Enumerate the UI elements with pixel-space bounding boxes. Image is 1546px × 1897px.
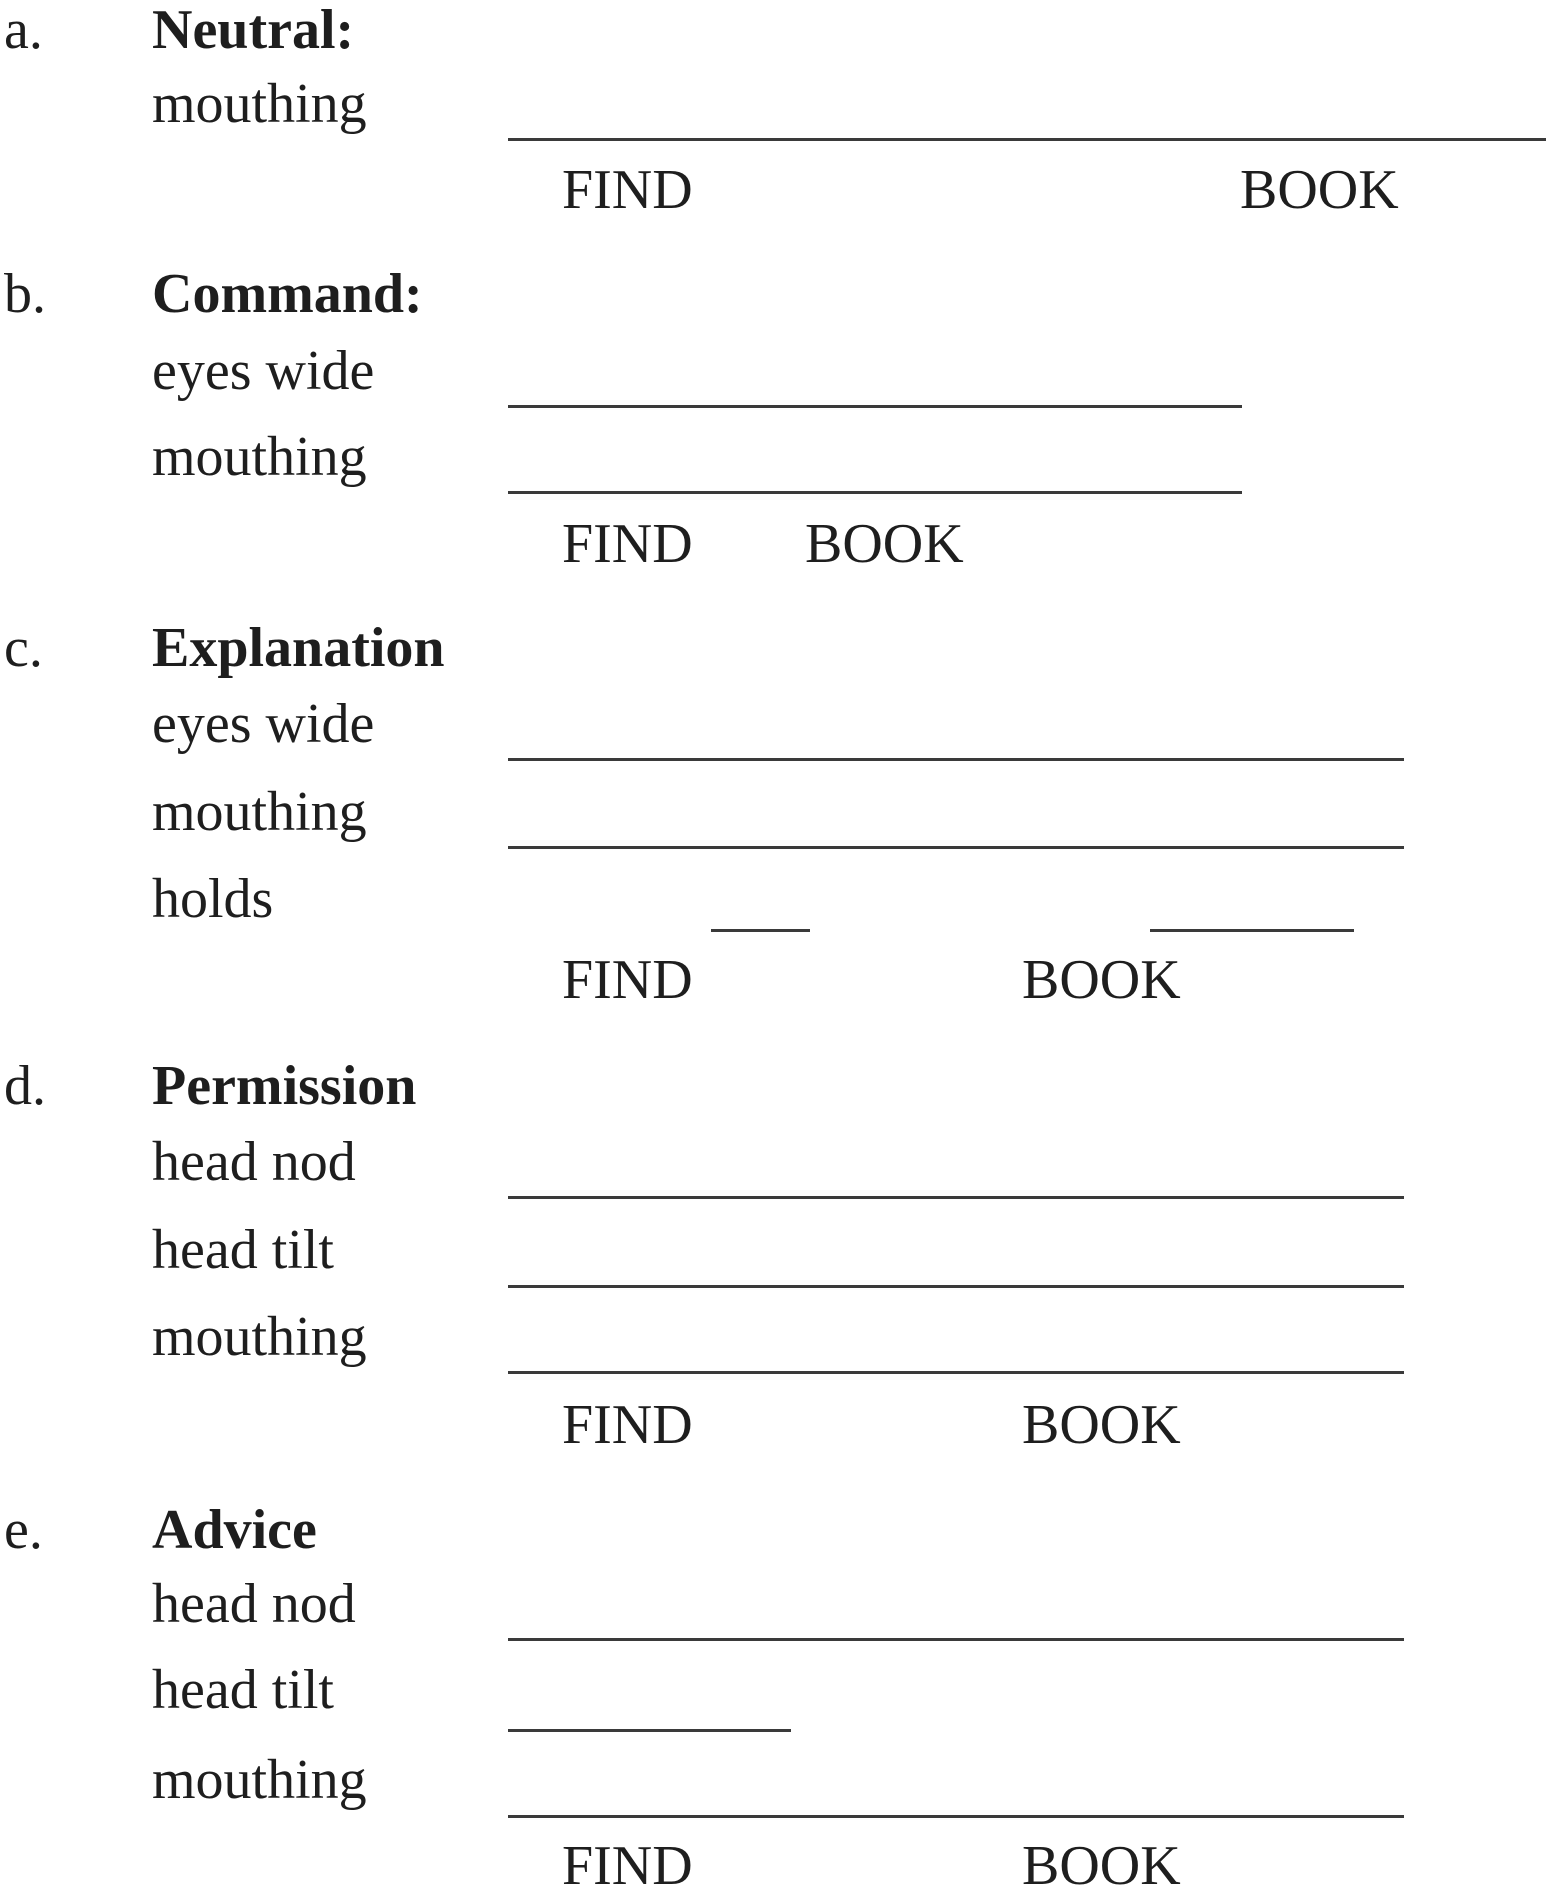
gloss-find: FIND	[562, 513, 693, 575]
example-letter: d.	[4, 1055, 46, 1117]
example-title: Explanation	[152, 617, 445, 679]
tier-label: head nod	[152, 1573, 356, 1635]
gloss-book: BOOK	[805, 513, 964, 575]
tier-label: mouthing	[152, 426, 367, 488]
example-title: Advice	[152, 1499, 317, 1561]
tier-span-line	[508, 405, 1242, 408]
gloss-book: BOOK	[1022, 949, 1181, 1011]
tier-span-line	[508, 491, 1242, 494]
tier-label: eyes wide	[152, 693, 375, 755]
example-letter: c.	[4, 617, 43, 679]
tier-label: mouthing	[152, 1749, 367, 1811]
tier-label: holds	[152, 868, 274, 930]
tier-span-line	[508, 138, 1546, 141]
tier-label: mouthing	[152, 1306, 367, 1368]
gloss-find: FIND	[562, 159, 693, 221]
tier-span-line	[508, 1815, 1404, 1818]
tier-label: mouthing	[152, 781, 367, 843]
tier-span-line	[508, 846, 1404, 849]
example-title: Neutral:	[152, 0, 355, 61]
tier-label: head tilt	[152, 1219, 334, 1281]
gloss-book: BOOK	[1022, 1394, 1181, 1456]
gloss-find: FIND	[562, 949, 693, 1011]
example-letter: a.	[4, 0, 43, 61]
tier-span-line	[508, 1285, 1404, 1288]
gloss-find: FIND	[562, 1394, 693, 1456]
tier-span-line	[508, 1196, 1404, 1199]
tier-span-line	[508, 1638, 1404, 1641]
example-letter: b.	[4, 263, 46, 325]
example-letter: e.	[4, 1499, 43, 1561]
tier-label: head tilt	[152, 1659, 334, 1721]
gloss-book: BOOK	[1240, 159, 1399, 221]
tier-span-line	[508, 758, 1404, 761]
gloss-find: FIND	[562, 1835, 693, 1897]
tier-label: mouthing	[152, 73, 367, 135]
tier-span-line	[1150, 929, 1354, 932]
tier-span-line	[711, 929, 810, 932]
example-title: Command:	[152, 263, 423, 325]
tier-label: eyes wide	[152, 340, 375, 402]
example-title: Permission	[152, 1055, 417, 1117]
tier-span-line	[508, 1729, 791, 1732]
gloss-book: BOOK	[1022, 1835, 1181, 1897]
tier-label: head nod	[152, 1131, 356, 1193]
tier-span-line	[508, 1371, 1404, 1374]
